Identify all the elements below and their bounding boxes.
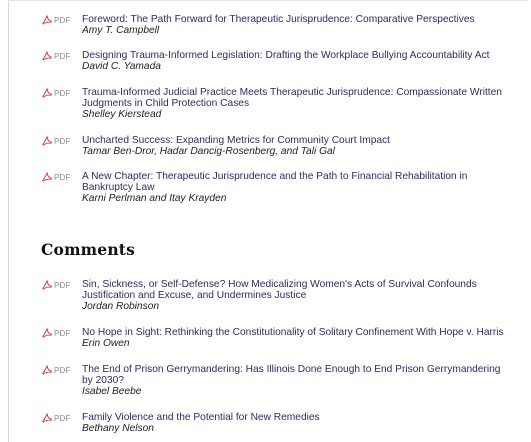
article-authors: David C. Yamada [82, 61, 161, 72]
article-title-link[interactable]: Trauma-Informed Judicial Practice Meets Therapeutic Jurisprudence: Compassionate Written Judgments in Child Protection Cases [82, 87, 502, 109]
comment-entry [0, 364, 531, 397]
comment-entry [0, 327, 531, 349]
article-authors: Amy T. Campbell [82, 25, 160, 36]
pdf-file-icon [42, 15, 52, 26]
article-authors: Tamar Ben-Dror, Hadar Dancig-Rosenberg, and Tali Gal [82, 146, 335, 157]
pdf-file-icon [42, 88, 52, 99]
pdf-label: PDF [54, 366, 71, 375]
pdf-download-link[interactable] [42, 328, 71, 339]
comment-entry [0, 412, 531, 434]
comment-authors: Bethany Nelson [82, 423, 154, 434]
pdf-download-link[interactable] [42, 88, 71, 99]
comment-entry [0, 279, 531, 312]
pdf-label: PDF [54, 281, 71, 290]
pdf-label: PDF [54, 89, 71, 98]
pdf-label: PDF [54, 137, 71, 146]
pdf-file-icon [42, 280, 52, 291]
articles-list [0, 14, 531, 204]
pdf-label: PDF [54, 52, 71, 61]
article-entry [0, 171, 531, 204]
article-title-link[interactable]: Uncharted Success: Expanding Metrics for Community Court Impact [82, 135, 391, 146]
pdf-download-link[interactable] [42, 365, 71, 376]
pdf-download-link[interactable] [42, 51, 71, 62]
pdf-label: PDF [54, 173, 71, 182]
article-title-link[interactable]: Designing Trauma-Informed Legislation: Drafting the Workplace Bullying Accountability Act [82, 50, 490, 61]
pdf-download-link[interactable] [42, 413, 71, 424]
pdf-file-icon [42, 136, 52, 147]
pdf-label: PDF [54, 414, 71, 423]
comment-authors: Erin Owen [82, 338, 130, 349]
article-authors: Karni Perlman and Itay Krayden [82, 193, 227, 204]
pdf-download-link[interactable] [42, 15, 71, 26]
article-title-link[interactable]: A New Chapter: Therapeutic Jurisprudence and the Path to Financial Rehabilitation in Bankruptcy Law [82, 171, 468, 193]
comment-title-link[interactable]: No Hope in Sight: Rethinking the Constitutionality of Solitary Confinement With Hope v. Harris [82, 327, 504, 338]
top-border-rule [8, 0, 528, 1]
pdf-file-icon [42, 328, 52, 339]
pdf-label: PDF [54, 329, 71, 338]
comment-title-link[interactable]: Family Violence and the Potential for New Remedies [82, 412, 320, 423]
pdf-download-link[interactable] [42, 280, 71, 291]
comment-authors: Jordan Robinson [82, 301, 160, 312]
article-entry [0, 135, 531, 157]
pdf-download-link[interactable] [42, 136, 71, 147]
article-entry [0, 14, 531, 36]
article-title-link[interactable]: Foreword: The Path Forward for Therapeutic Jurisprudence: Comparative Perspectives [82, 14, 475, 25]
article-authors: Shelley Kierstead [82, 109, 162, 120]
pdf-file-icon [42, 413, 52, 424]
article-entry [0, 50, 531, 72]
pdf-label: PDF [54, 16, 71, 25]
article-entry [0, 87, 531, 120]
comment-authors: Isabel Beebe [82, 386, 142, 397]
comments-list [0, 279, 531, 434]
comment-title-link[interactable]: Sin, Sickness, or Self-Defense? How Medicalizing Women's Acts of Survival Confounds Justification and Excuse, and Undermines Justice [82, 279, 477, 301]
pdf-file-icon [42, 172, 52, 183]
pdf-download-link[interactable] [42, 172, 71, 183]
comment-title-link[interactable]: The End of Prison Gerrymandering: Has Illinois Done Enough to End Prison Gerrymandering by 2030? [82, 364, 501, 386]
pdf-file-icon [42, 365, 52, 376]
pdf-file-icon [42, 51, 52, 62]
comments-section-heading: Comments [41, 240, 136, 259]
